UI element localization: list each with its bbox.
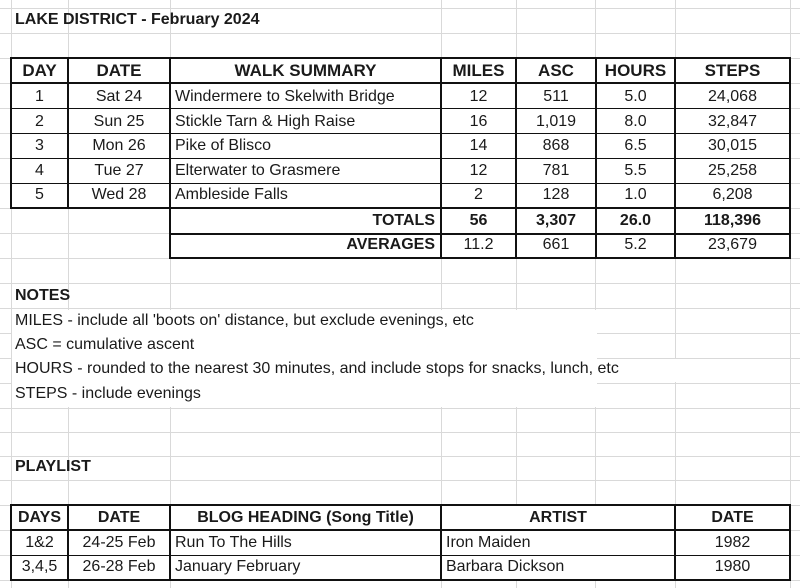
cell-date[interactable]: Sat 24 — [95, 88, 143, 105]
header-date[interactable]: DATE — [97, 509, 141, 526]
header-hours[interactable]: HOURS — [604, 61, 667, 80]
cell-summary[interactable]: Stickle Tarn & High Raise — [175, 113, 356, 130]
cell-year[interactable]: 1982 — [714, 534, 751, 551]
header-days[interactable]: DAYS — [18, 509, 61, 526]
cell-hours[interactable]: 6.5 — [624, 137, 647, 154]
totals-label[interactable]: TOTALS — [372, 212, 435, 229]
cell-hours[interactable]: 5.0 — [624, 88, 647, 105]
header-blog-heading[interactable]: BLOG HEADING (Song Title) — [197, 509, 414, 526]
notes-heading[interactable]: NOTES — [15, 287, 71, 304]
cell-steps[interactable]: 6,208 — [712, 186, 753, 203]
cell-miles[interactable]: 12 — [469, 88, 488, 105]
header-date[interactable]: DATE — [96, 61, 142, 80]
sheet-title[interactable]: LAKE DISTRICT - February 2024 — [15, 11, 260, 28]
cell-date[interactable]: Sun 25 — [93, 113, 145, 130]
header-walk-summary[interactable]: WALK SUMMARY — [234, 61, 377, 80]
averages-hours[interactable]: 5.2 — [624, 236, 647, 253]
cell-day[interactable]: 2 — [35, 113, 44, 130]
grid-row-line — [0, 480, 800, 481]
playlist-heading[interactable]: PLAYLIST — [15, 458, 91, 475]
header-year[interactable]: DATE — [711, 509, 754, 526]
cell-day[interactable]: 4 — [35, 162, 44, 179]
cell-asc[interactable]: 781 — [542, 162, 570, 179]
cell-hours[interactable]: 8.0 — [624, 113, 647, 130]
cell-date[interactable]: Tue 27 — [94, 162, 144, 179]
totals-miles[interactable]: 56 — [469, 212, 488, 229]
cell-date[interactable]: Mon 26 — [92, 137, 146, 154]
cell-asc[interactable]: 868 — [542, 137, 570, 154]
cell-asc[interactable]: 128 — [542, 186, 570, 203]
cell-hours[interactable]: 1.0 — [624, 186, 647, 203]
cell-steps[interactable]: 25,258 — [708, 162, 757, 179]
cell-artist[interactable]: Barbara Dickson — [446, 558, 565, 575]
cell-date[interactable]: 24-25 Feb — [82, 534, 156, 551]
averages-label[interactable]: AVERAGES — [346, 236, 435, 253]
cell-asc[interactable]: 511 — [543, 88, 569, 105]
header-artist[interactable]: ARTIST — [529, 509, 587, 526]
cell-summary[interactable]: Pike of Blisco — [175, 137, 272, 154]
cell-steps[interactable]: 30,015 — [708, 137, 757, 154]
averages-miles[interactable]: 11.2 — [463, 236, 494, 253]
averages-asc[interactable]: 661 — [542, 236, 570, 253]
totals-steps[interactable]: 118,396 — [704, 212, 761, 229]
cell-day[interactable]: 3 — [35, 137, 44, 154]
cell-summary[interactable]: Windermere to Skelwith Bridge — [175, 88, 395, 105]
note-line[interactable]: MILES - include all 'boots on' distance, but exclude evenings, etc — [15, 312, 474, 329]
cell-date[interactable]: 26-28 Feb — [82, 558, 156, 575]
cell-miles[interactable]: 16 — [469, 113, 488, 130]
note-line[interactable]: HOURS - rounded to the nearest 30 minutes, and include stops for snacks, lunch, etc — [15, 360, 619, 377]
header-asc[interactable]: ASC — [538, 61, 574, 80]
cell-day[interactable]: 5 — [35, 186, 44, 203]
cell-days[interactable]: 3,4,5 — [21, 558, 58, 575]
grid-row-line — [0, 33, 800, 34]
cell-hours[interactable]: 5.5 — [624, 162, 647, 179]
cell-asc[interactable]: 1,019 — [535, 113, 577, 130]
grid-row-line — [0, 432, 800, 433]
header-steps[interactable]: STEPS — [704, 61, 761, 80]
cell-artist[interactable]: Iron Maiden — [446, 534, 531, 551]
header-miles[interactable]: MILES — [452, 61, 505, 80]
totals-asc[interactable]: 3,307 — [535, 212, 577, 229]
grid-row-line — [0, 408, 800, 409]
note-line[interactable]: STEPS - include evenings — [15, 385, 201, 402]
header-day[interactable]: DAY — [22, 61, 57, 80]
cell-miles[interactable]: 14 — [469, 137, 488, 154]
cell-steps[interactable]: 32,847 — [708, 113, 757, 130]
cell-song-title[interactable]: January February — [175, 558, 301, 575]
note-line[interactable]: ASC = cumulative ascent — [15, 336, 195, 353]
averages-steps[interactable]: 23,679 — [708, 236, 757, 253]
cell-miles[interactable]: 2 — [474, 186, 483, 203]
cell-steps[interactable]: 24,068 — [708, 88, 757, 105]
cell-year[interactable]: 1980 — [714, 558, 751, 575]
cell-miles[interactable]: 12 — [469, 162, 488, 179]
cell-song-title[interactable]: Run To The Hills — [175, 534, 292, 551]
cell-summary[interactable]: Ambleside Falls — [175, 186, 288, 203]
cell-days[interactable]: 1&2 — [25, 534, 54, 551]
cell-day[interactable]: 1 — [35, 88, 44, 105]
totals-hours[interactable]: 26.0 — [619, 212, 652, 229]
cell-date[interactable]: Wed 28 — [91, 186, 147, 203]
cell-summary[interactable]: Elterwater to Grasmere — [175, 162, 341, 179]
